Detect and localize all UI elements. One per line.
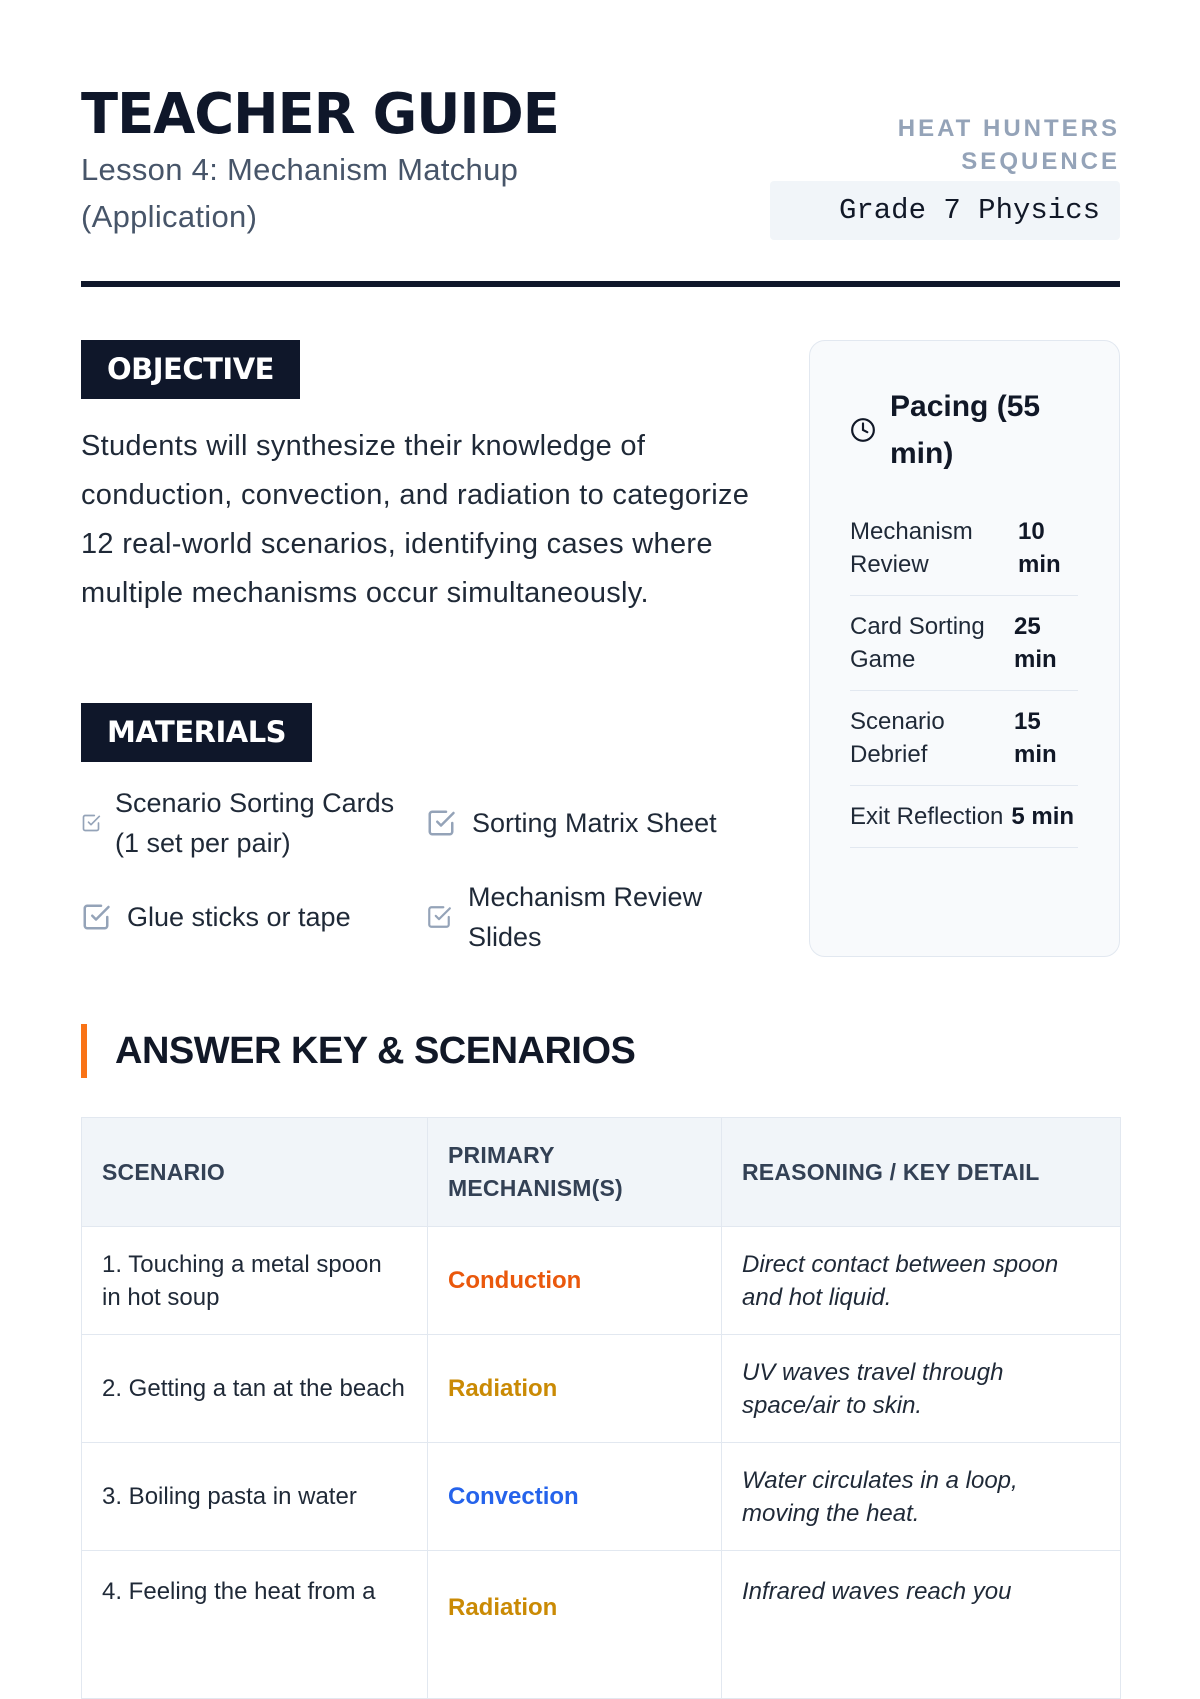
pacing-header (850, 383, 1060, 477)
section-accent-bar (81, 1024, 87, 1078)
mechanism-cell: Convection (428, 1443, 722, 1551)
column-header: REASONING / KEY DETAIL (722, 1118, 1121, 1227)
answer-key-title: ANSWER KEY & SCENARIOS (115, 1030, 636, 1072)
lesson-subtitle: Lesson 4: Mechanism Matchup (Application) (81, 152, 519, 234)
checkbox-icon (81, 902, 111, 932)
column-header: PRIMARY MECHANISM(S) (428, 1118, 722, 1227)
pacing-minutes: 10 min (1018, 518, 1061, 578)
mechanism-cell: Conduction (428, 1227, 722, 1335)
pacing-activity: Scenario Debrief (850, 708, 945, 768)
material-item (426, 803, 756, 843)
objective-label: OBJECTIVE (81, 340, 300, 399)
scenario-cell: 2. Getting a tan at the beach (82, 1335, 428, 1443)
material-label: Mechanism Review Slides (468, 882, 703, 952)
table-row (82, 1443, 1121, 1551)
pacing-activity: Exit Reflection (850, 803, 1004, 830)
column-header: SCENARIO (82, 1118, 428, 1227)
material-item (81, 783, 411, 863)
reasoning-cell: UV waves travel through space/air to skin. (722, 1335, 1121, 1443)
reasoning-cell: Infrared waves reach you (722, 1551, 1121, 1699)
pacing-activity: Card Sorting Game (850, 613, 985, 673)
pacing-title: Pacing (55 min) (890, 390, 1041, 470)
table-row (82, 1227, 1121, 1335)
clock-icon (850, 417, 876, 443)
checkbox-icon (81, 813, 101, 833)
table-header-row (82, 1118, 1121, 1227)
material-label: Sorting Matrix Sheet (472, 808, 717, 838)
table-row (82, 1551, 1121, 1699)
material-label: Glue sticks or tape (127, 902, 351, 932)
checkbox-icon (426, 808, 456, 838)
answer-key-table (81, 1117, 1121, 1699)
pacing-minutes: 25 min (1014, 613, 1057, 673)
objective-text: Students will synthesize their knowledge of conduction, convection, and radiation to categorize 12 real-world scenarios, identifying cases where multiple mechanisms occur simultaneously. (81, 430, 750, 609)
header-divider (81, 281, 1120, 287)
reasoning-cell: Water circulates in a loop, moving the heat. (722, 1443, 1121, 1551)
pacing-minutes: 15 min (1014, 708, 1057, 768)
pacing-row (850, 786, 1078, 848)
scenario-cell: 1. Touching a metal spoon in hot soup (82, 1227, 428, 1335)
pacing-row (850, 501, 1078, 596)
scenario-cell: 3. Boiling pasta in water (82, 1443, 428, 1551)
scenario-cell: 4. Feeling the heat from a (82, 1551, 428, 1699)
reasoning-cell: Direct contact between spoon and hot liquid. (722, 1227, 1121, 1335)
material-item (81, 897, 411, 937)
pacing-activity: Mechanism Review (850, 518, 973, 578)
checkbox-icon (426, 904, 452, 930)
pacing-card (809, 340, 1120, 957)
mechanism-cell: Radiation (428, 1551, 722, 1699)
materials-label: MATERIALS (81, 703, 312, 762)
table-row (82, 1335, 1121, 1443)
grade-badge: Grade 7 Physics (770, 181, 1120, 240)
material-label: Scenario Sorting Cards (1 set per pair) (115, 788, 395, 858)
sequence-label: HEAT HUNTERS SEQUENCE (897, 115, 1120, 175)
pacing-minutes: 5 min (1011, 803, 1075, 830)
pacing-row (850, 596, 1078, 691)
material-item (426, 877, 726, 957)
pacing-row (850, 691, 1078, 786)
mechanism-cell: Radiation (428, 1335, 722, 1443)
page-title: TEACHER GUIDE (81, 82, 559, 147)
